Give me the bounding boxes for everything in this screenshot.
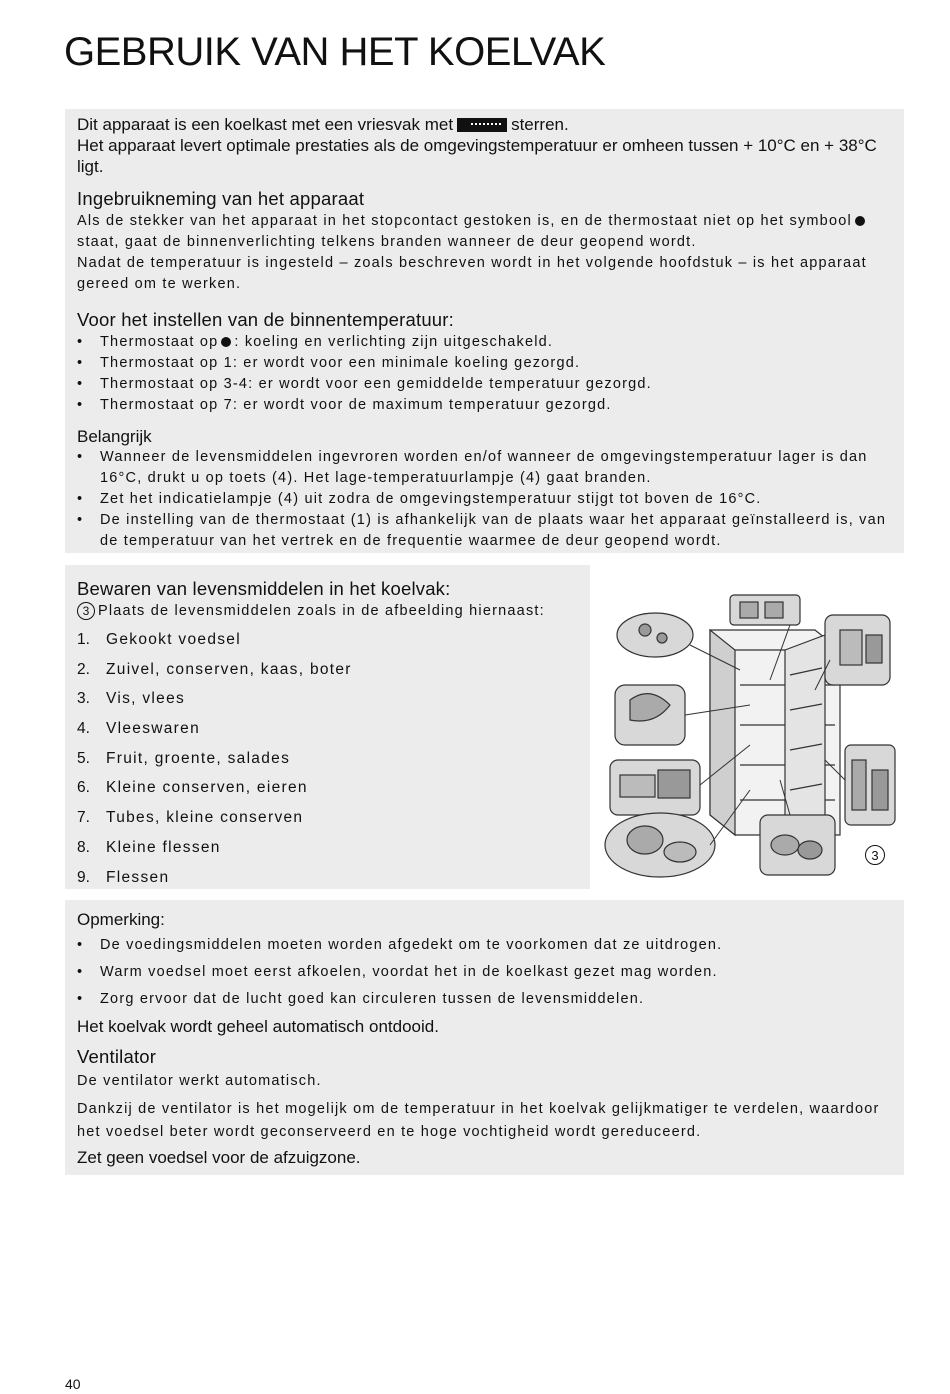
list-item: 1. Gekookt voedsel xyxy=(77,631,241,648)
ingebruikneming xyxy=(77,187,890,295)
belangrijk-heading: Belangrijk xyxy=(77,427,152,446)
opmerking xyxy=(77,908,890,1041)
list-item: 9. Flessen xyxy=(77,868,170,886)
belangrijk xyxy=(77,426,890,552)
bewaren-section xyxy=(65,565,590,889)
ventilator-heading: Ventilator xyxy=(77,1046,157,1067)
ventilator-para2: Dankzij de ventilator is het mogelijk om de temperatuur in het koelvak gelijkmatiger te verdelen, waardoor het voedsel beter wordt geconserveerd en te hoge vochtigheid wordt gereduceerd. xyxy=(77,1101,880,1140)
figure-ref-badge: 3 xyxy=(865,845,885,865)
figure-label xyxy=(865,845,888,865)
ingebruikneming-para2: Nadat de temperatuur is ingesteld – zoals beschreven wordt in het volgende hoofdstuk – is het apparaat gereed om te werken. xyxy=(77,255,867,292)
fridge-illustration xyxy=(600,590,900,882)
intro xyxy=(77,114,890,177)
food-placement-list xyxy=(77,625,576,892)
bewaren-heading: Bewaren van levensmiddelen in het koelvak: xyxy=(77,578,451,599)
opmerking-section xyxy=(65,900,904,1175)
bewaren-content xyxy=(77,577,576,892)
freezer-stars-icon xyxy=(457,118,507,132)
off-symbol-icon xyxy=(855,216,865,226)
ventilator xyxy=(77,1043,890,1172)
ventilator-para3: Zet geen voedsel voor de afzuigzone. xyxy=(77,1148,361,1167)
usage-section xyxy=(65,109,904,553)
ingebruikneming-heading: Ingebruikneming van het apparaat xyxy=(77,188,365,209)
list-item: 4. Vleeswaren xyxy=(77,720,200,738)
instellen-item: • Thermostaat op 1: er wordt voor een minimale koeling gezorgd. xyxy=(77,353,890,374)
page-title: GEBRUIK VAN HET KOELVAK xyxy=(64,30,606,74)
list-item: 2. Zuivel, conserven, kaas, boter xyxy=(77,660,352,678)
ventilator-para1: De ventilator werkt automatisch. xyxy=(77,1073,322,1089)
page-number: 40 xyxy=(65,1376,81,1392)
opmerking-item: • Warm voedsel moet eerst afkoelen, voordat het in de koelkast gezet mag worden. xyxy=(77,959,890,986)
figure-ref-badge: 3 xyxy=(77,602,95,620)
list-item: 3. Vis, vlees xyxy=(77,690,186,708)
off-symbol-icon xyxy=(221,337,231,347)
intro-line1: Dit apparaat is een koelkast met een vriesvak met sterren. xyxy=(77,115,569,134)
ontdooid-text: Het koelvak wordt geheel automatisch ontdooid. xyxy=(77,1017,439,1036)
list-item: 8. Kleine flessen xyxy=(77,838,221,856)
instellen-item: • Thermostaat op 3-4: er wordt voor een gemiddelde temperatuur gezorgd. xyxy=(77,374,890,395)
belangrijk-item: • Zet het indicatielampje (4) uit zodra de omgevingstemperatuur stijgt tot boven de 16°C. xyxy=(77,489,890,510)
opmerking-item: • Zorg ervoor dat de lucht goed kan circuleren tussen de levensmiddelen. xyxy=(77,986,890,1013)
list-item: 7. Tubes, kleine conserven xyxy=(77,809,304,827)
belangrijk-item: • De instelling van de thermostaat (1) is afhankelijk van de plaats waar het apparaat geïnstalleerd is, van de temperatuur van het vertrek en de frequentie waarmee de deur geopend wordt. xyxy=(77,510,890,552)
opmerking-heading: Opmerking: xyxy=(77,910,165,929)
instellen-item: • Thermostaat op 7: er wordt voor de maximum temperatuur gezorgd. xyxy=(77,395,890,416)
ingebruikneming-para1: Als de stekker van het apparaat in het stopcontact gestoken is, en de thermostaat niet op het symboolstaat, gaat de binnenverlichting telkens branden wanneer de deur geopend wordt. xyxy=(77,211,890,253)
instellen-heading: Voor het instellen van de binnentemperatuur: xyxy=(77,309,454,330)
instellen-item: • Thermostaat op : koeling en verlichting zijn uitgeschakeld. xyxy=(77,332,890,353)
list-item: 5. Fruit, groente, salades xyxy=(77,749,291,767)
list-item: 6. Kleine conserven, eieren xyxy=(77,779,308,797)
opmerking-item: • De voedingsmiddelen moeten worden afgedekt om te voorkomen dat ze uitdrogen. xyxy=(77,932,890,959)
intro-line2: Het apparaat levert optimale prestaties als de omgevingstemperatuur er omheen tussen + 10°C en + 38°C ligt. xyxy=(77,136,877,176)
bewaren-intro: 3 Plaats de levensmiddelen zoals in de afbeelding hiernaast: xyxy=(77,601,576,622)
belangrijk-item: • Wanneer de levensmiddelen ingevroren worden en/of wanneer de omgevingstemperatuur lager is dan 16°C, drukt u op toets (4). Het lage-temperatuurlampje (4) gaat branden. xyxy=(77,447,890,489)
instellen xyxy=(77,308,890,416)
